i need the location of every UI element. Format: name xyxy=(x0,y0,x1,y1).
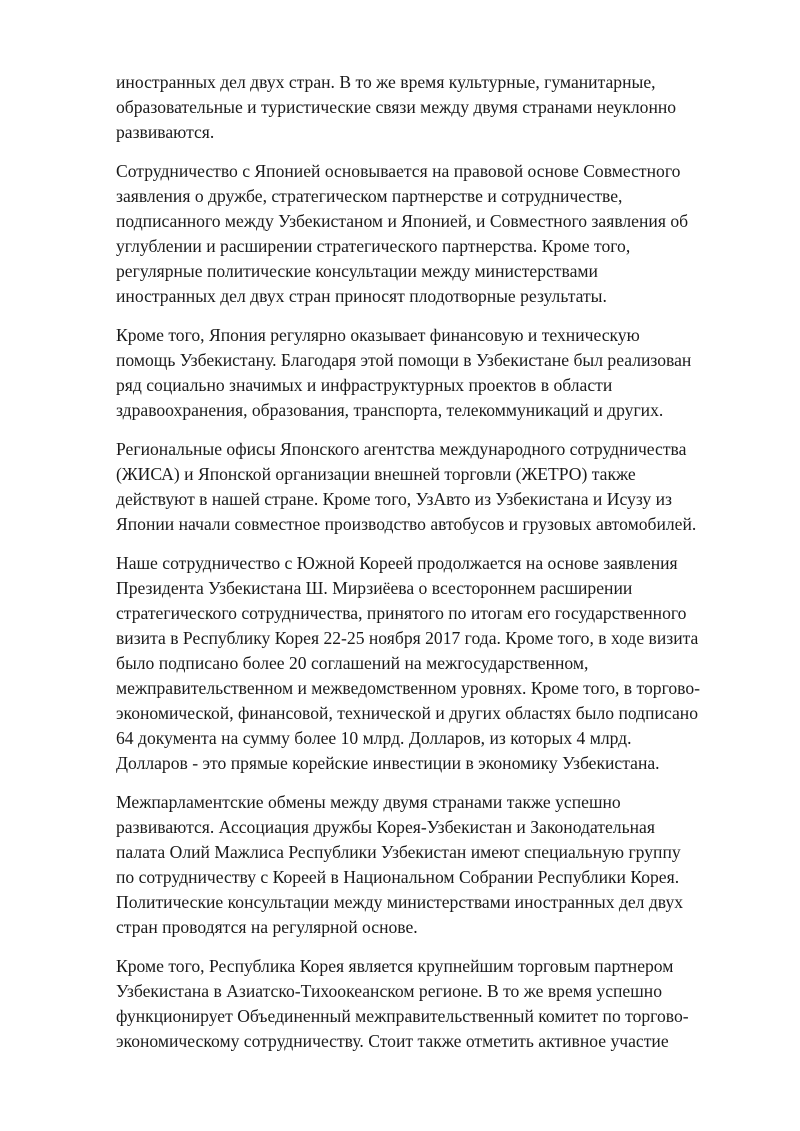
text-line: Политические консультации между министерствами иностранных дел двух xyxy=(116,892,684,912)
paragraph-3 xyxy=(116,323,716,423)
text-line: помощь Узбекистану. Благодаря этой помощи в Узбекистане был реализован xyxy=(116,350,692,370)
text-line: экономическому сотрудничеству. Стоит также отметить активное участие xyxy=(116,1031,669,1051)
document-body xyxy=(116,70,716,1068)
text-line: 64 документа на сумму более 10 млрд. Долларов, из которых 4 млрд. xyxy=(116,728,632,748)
text-line: развиваются. xyxy=(116,122,215,142)
text-line: развиваются. Ассоциация дружбы Корея-Узбекистан и Законодательная xyxy=(116,817,655,837)
text-line: здравоохранения, образования, транспорта, телекоммуникаций и других. xyxy=(116,400,664,420)
text-line: подписанного между Узбекистаном и Японией, и Совместного заявления об xyxy=(116,211,689,231)
paragraph-6 xyxy=(116,790,716,940)
text-line: стратегического сотрудничества, принятого по итогам его государственного xyxy=(116,603,687,623)
text-line: действуют в нашей стране. Кроме того, УзАвто из Узбекистана и Исузу из xyxy=(116,489,672,509)
paragraph-5 xyxy=(116,551,716,776)
text-line: регулярные политические консультации между министерствами xyxy=(116,261,598,281)
text-line: заявления о дружбе, стратегическом партнерстве и сотрудничестве, xyxy=(116,186,623,206)
text-line: Межпарламентские обмены между двумя странами также успешно xyxy=(116,792,621,812)
text-line: Региональные офисы Японского агентства международного сотрудничества xyxy=(116,439,687,459)
text-line: Долларов - это прямые корейские инвестиции в экономику Узбекистана. xyxy=(116,753,660,773)
text-line: Кроме того, Республика Корея является крупнейшим торговым партнером xyxy=(116,956,674,976)
paragraph-4 xyxy=(116,437,716,537)
text-line: Сотрудничество с Японией основывается на правовой основе Совместного xyxy=(116,161,681,181)
paragraph-2 xyxy=(116,159,716,309)
paragraph-1 xyxy=(116,70,716,145)
text-line: иностранных дел двух стран. В то же время культурные, гуманитарные, xyxy=(116,72,656,92)
text-line: межправительственном и межведомственном уровнях. Кроме того, в торгово- xyxy=(116,678,700,698)
text-line: ряд социально значимых и инфраструктурных проектов в области xyxy=(116,375,613,395)
text-line: экономической, финансовой, технической и других областях было подписано xyxy=(116,703,699,723)
text-line: иностранных дел двух стран приносят плодотворные результаты. xyxy=(116,286,607,306)
text-line: (ЖИСА) и Японской организации внешней торговли (ЖЕТРО) также xyxy=(116,464,636,484)
text-line: визита в Республику Корея 22-25 ноября 2017 года. Кроме того, в ходе визита xyxy=(116,628,699,648)
text-line: Японии начали совместное производство автобусов и грузовых автомобилей. xyxy=(116,514,697,534)
text-line: палата Олий Мажлиса Республики Узбекистан имеют специальную группу xyxy=(116,842,681,862)
text-line: Узбекистана в Азиатско-Тихоокеанском регионе. В то же время успешно xyxy=(116,981,663,1001)
text-line: Наше сотрудничество с Южной Кореей продолжается на основе заявления xyxy=(116,553,678,573)
text-line: Президента Узбекистана Ш. Мирзиёева о всестороннем расширении xyxy=(116,578,633,598)
text-line: Кроме того, Япония регулярно оказывает финансовую и техническую xyxy=(116,325,640,345)
paragraph-7 xyxy=(116,954,716,1054)
text-line: функционирует Объединенный межправительственный комитет по торгово- xyxy=(116,1006,689,1026)
text-line: образовательные и туристические связи между двумя странами неуклонно xyxy=(116,97,677,117)
text-line: углублении и расширении стратегического партнерства. Кроме того, xyxy=(116,236,631,256)
text-line: было подписано более 20 соглашений на межгосударственном, xyxy=(116,653,589,673)
text-line: стран проводятся на регулярной основе. xyxy=(116,917,418,937)
text-line: по сотрудничеству с Кореей в Национальном Собрании Республики Корея. xyxy=(116,867,680,887)
